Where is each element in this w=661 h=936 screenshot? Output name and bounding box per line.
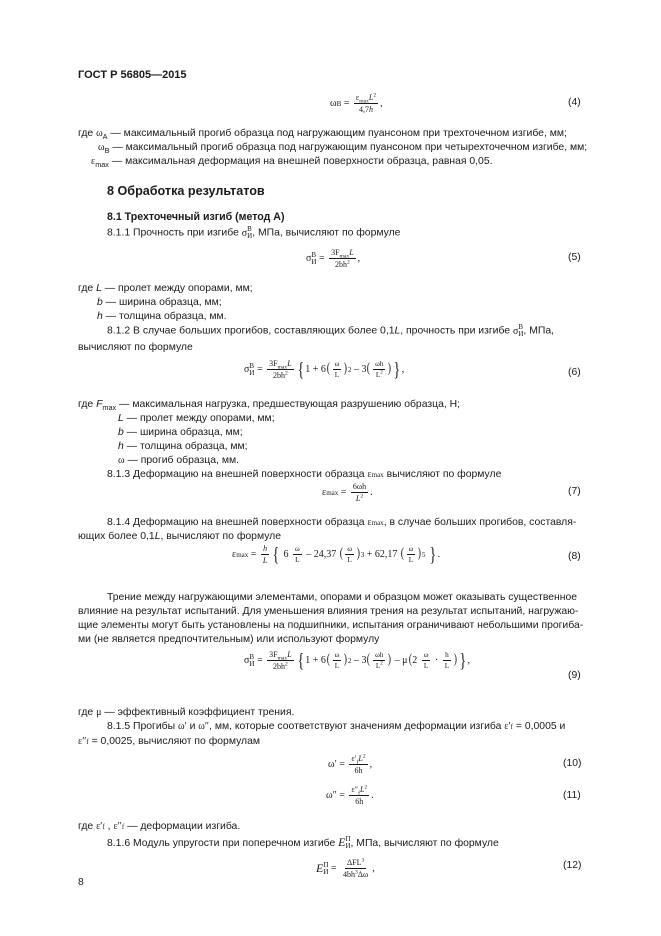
paragraph-8-1-3: 8.1.3 Деформацию на внешней поверхности образца ε max вычисляют по формуле — [107, 469, 502, 480]
equation-number-10: (10) — [563, 758, 582, 769]
friction-line-3: щие элементы могут быть установлены на подшипники, испытания ограничивают небольшими прогиба- — [78, 620, 584, 631]
formula-8: ε max = $\frac{h}{L}$ { 6 $\frac{\omega}{L}$ – 24,37 ( $\frac{\omega}{L}$ ) 3 + 62,17 ( $\frac{\omega}{L}$ ) 5 } . — [232, 543, 441, 566]
p-symbol: L — [394, 325, 401, 337]
def-6-line-4 — [118, 440, 248, 454]
formula-5-num-l: L — [349, 248, 354, 257]
formula-12-den: 4bh — [343, 870, 356, 879]
p-text: вычисляют по формуле — [383, 469, 502, 480]
def-lead: где — [78, 399, 97, 410]
p-text: , МПа, вычисляют по формуле — [350, 838, 499, 849]
formula-9-mu: μ — [402, 655, 408, 666]
def-text: — эффективный коэффициент трения. — [101, 707, 295, 718]
p-text: = 0,0025, вычисляют по формулам — [88, 736, 261, 747]
equation-number-4: (4) — [568, 97, 581, 108]
formula-6: σ В И = $\frac{3F_{max}L}{2bh^2}$ { 1 + 6 ( $\frac{\omega}{L}$ ) 2 – 3 ( $\frac{\omega h}{L^2}$ ) } , — [244, 358, 405, 381]
p-text: , МПа, вычисляют по формуле — [252, 227, 401, 239]
paragraph-8-1-1 — [107, 226, 400, 240]
def-sub: max — [102, 403, 117, 413]
paragraph-8-1-4-line-1: 8.1.4 Деформацию на внешней поверхности образца ε max , в случае больших прогибов, составля- — [107, 517, 577, 528]
formula-5-num: 3F — [331, 248, 340, 257]
def-lead: где — [78, 283, 97, 294]
def-4-line-3 — [91, 155, 493, 169]
formula-8-c2: – 24,37 — [306, 549, 337, 560]
document-header: ГОСТ Р 56805—2015 — [78, 69, 187, 81]
def-text: — толщина образца, мм. — [102, 311, 227, 322]
formula-4-num: ε — [355, 93, 360, 102]
section-8-1-title: 8.1 Трехточечный изгиб (метод А) — [107, 211, 285, 223]
def-text: — прогиб образца, мм. — [124, 455, 239, 466]
formula-4-den: 4,7 — [359, 105, 370, 114]
def-symbol: b — [118, 427, 124, 438]
paragraph-8-1-2-line-1: 8.1.2 В случае больших прогибов, составляющих более 0,1L, прочность при изгибе σ В И , МПа, — [107, 323, 554, 338]
equation-number-7: (7) — [568, 486, 581, 497]
equation-number-6: (6) — [568, 367, 581, 378]
formula-12-num: ΔFL — [347, 858, 362, 867]
p-text: и — [186, 721, 199, 732]
def-symbol: ω — [118, 455, 125, 466]
def-9 — [78, 706, 294, 720]
def-5-line-1 — [78, 282, 253, 296]
def-sep: , — [104, 821, 114, 832]
p-text: 8.1.5 Прогибы — [107, 721, 178, 732]
formula-4-num-l: L — [368, 93, 374, 102]
formula-8-c1: 6 — [283, 549, 289, 560]
friction-line-4: ми (не является предпочтительным) или используют формулу — [78, 634, 380, 645]
formula-4: ω В = $\frac{\varepsilon_{max}L^2}{4,7h}$ , — [330, 92, 383, 114]
formula-8-c3: + 62,17 — [366, 549, 398, 560]
def-text: — ширина образца, мм; — [102, 297, 222, 308]
def-symbol: L — [118, 413, 124, 424]
def-5-line-2 — [97, 296, 222, 310]
def-symbol: L — [96, 283, 102, 294]
sigma-sub: И — [247, 232, 253, 240]
formula-11: ω″ = $\frac{\varepsilon''_fL^2}{6h}$ . — [326, 784, 374, 806]
def-text: — толщина образца, мм; — [123, 441, 248, 452]
formula-12: E П И = $\frac{\Delta FL^3}{4bh^3\Delta\omega}$ , — [316, 857, 375, 879]
formula-7-den: L — [355, 494, 361, 503]
def-symbol: h — [97, 311, 103, 322]
def-text: — максимальная деформация на внешней поверхности образца, равная 0,05. — [108, 156, 493, 167]
def-symbol: ε — [91, 156, 96, 167]
def-symbol: b — [97, 297, 103, 308]
formula-5-den: 2bh — [334, 260, 347, 269]
def-text: — ширина образца, мм; — [123, 427, 243, 438]
friction-line-1: Трение между нагружающими элементами, опорами и образцом может оказывать существенное — [107, 592, 578, 603]
friction-line-2: влияние на результат испытаний. Для уменьшения влияния трения на результат испытаний, нагружаю- — [78, 606, 579, 617]
sigma-sup: В — [247, 225, 252, 233]
p-text: = 0,0005 и — [513, 721, 566, 732]
p-text: ющих более 0,1 — [78, 531, 155, 542]
formula-4-num-sup: 2 — [373, 92, 377, 99]
p-text: , МПа, — [523, 325, 554, 337]
paragraph-8-1-5-line-2: ε″ f = 0,0025, вычисляют по формулам — [78, 736, 261, 747]
p-text: , мм, которые соответствуют значениям деформации изгиба — [209, 721, 505, 732]
formula-12-den-tail: Δω — [357, 870, 369, 879]
def-text: — пролет между опорами, мм; — [123, 413, 275, 424]
page-number: 8 — [78, 877, 84, 888]
formula-5: σ В И = $\frac{3F_{max}L}{2bh^2}$ , — [306, 248, 361, 269]
def-symbol: h — [118, 441, 124, 452]
formula-7-num: 6ωh — [352, 482, 367, 491]
def-sub: В — [104, 146, 110, 156]
paragraph-8-1-6: 8.1.6 Модуль упругости при поперечном изгибе E П И , МПа, вычисляют по формуле — [107, 834, 499, 850]
formula-10: ω′ = $\frac{\varepsilon'_fL^2}{6h}$ , — [328, 753, 373, 775]
equation-number-12: (12) — [563, 860, 582, 871]
def-text: — деформации изгиба. — [124, 821, 241, 832]
p-text: 8.1.3 Деформацию на внешней поверхности образца — [107, 469, 368, 480]
equation-number-9: (9) — [568, 670, 581, 681]
def-6-line-2 — [118, 412, 275, 426]
paragraph-8-1-4-line-2: ющих более 0,1L, вычисляют по формуле — [78, 531, 282, 542]
formula-4-num-sub: max — [359, 98, 369, 105]
formula-4-den-h: h — [369, 105, 374, 114]
sigma-symbol: σ — [241, 227, 248, 239]
formula-9: σ В И = $\frac{3F_{max}L}{2bh^2}$ { 1 + 6 ( $\frac{\omega}{L}$ ) 2 – 3 ( $\frac{\omega h}{L^2}$ ) – μ ( 2 $\frac{\omega}{L}$ · $\frac{h}{L}$ ) } , — [244, 649, 470, 672]
def-lead: где — [78, 821, 97, 832]
def-text: — максимальный прогиб образца под нагружающим пуансоном при четырехточечном изгибе, мм; — [109, 142, 588, 153]
def-lead: где — [78, 707, 97, 718]
def-11: где ε′ f , ε″ f — деформации изгиба. — [78, 821, 241, 832]
def-text: — пролет между опорами, мм; — [101, 283, 253, 294]
def-4-line-2 — [98, 141, 587, 155]
def-sub: А — [102, 132, 108, 142]
p-text: , прочность при изгибе — [400, 325, 513, 337]
p-text: , в случае больших прогибов, составля- — [383, 517, 577, 528]
equation-number-8: (8) — [568, 551, 581, 562]
p-text: 8.1.2 В случае больших прогибов, составляющих более 0,1 — [107, 325, 395, 337]
formula-5-num-sub: max — [339, 253, 350, 260]
def-symbol: F — [96, 399, 103, 410]
def-symbol: ω — [98, 142, 105, 153]
formula-5-den-sup: 2 — [346, 259, 350, 266]
def-sub: max — [95, 160, 109, 170]
def-symbol: ω — [96, 128, 103, 139]
def-5-line-3 — [97, 310, 227, 324]
formula-12-num-sup: 3 — [361, 857, 365, 864]
formula-7: ε max = $\frac{6\omega h}{L^2}$ . — [322, 482, 373, 503]
def-6-line-1 — [78, 398, 460, 412]
def-4-line-1 — [78, 127, 567, 141]
paragraph-8-1-2-line-2: вычисляют по формуле — [78, 342, 193, 353]
p-text: 8.1.4 Деформацию на внешней поверхности образца — [107, 517, 368, 528]
def-symbol: μ — [96, 707, 102, 718]
p-text: 8.1.1 Прочность при изгибе — [107, 227, 242, 239]
p-text: 8.1.6 Модуль упругости при поперечном изгибе — [107, 838, 339, 849]
section-8-title: 8 Обработка результатов — [107, 184, 265, 198]
def-lead: где — [78, 128, 97, 139]
def-6-line-3 — [118, 426, 243, 440]
p-text: , вычисляют по формуле — [160, 531, 282, 542]
formula-4-lhs: ω — [330, 98, 337, 109]
formula-12-den-sup: 3 — [355, 869, 358, 876]
formula-9-two: 2 — [412, 655, 418, 666]
equation-number-11: (11) — [563, 790, 581, 801]
def-6-line-5 — [118, 454, 239, 468]
equation-number-5: (5) — [568, 252, 581, 263]
paragraph-8-1-5-line-1: 8.1.5 Прогибы ω′ и ω″, мм, которые соответствуют значениям деформации изгиба ε′ f = 0,0005 и — [107, 721, 566, 732]
def-text: — максимальная нагрузка, предшествующая разрушению образца, Н; — [116, 399, 461, 410]
formula-7-den-sup: 2 — [360, 493, 364, 500]
def-text: — максимальный прогиб образца под нагружающим пуансоном при трехточечном изгибе, мм; — [107, 128, 567, 139]
